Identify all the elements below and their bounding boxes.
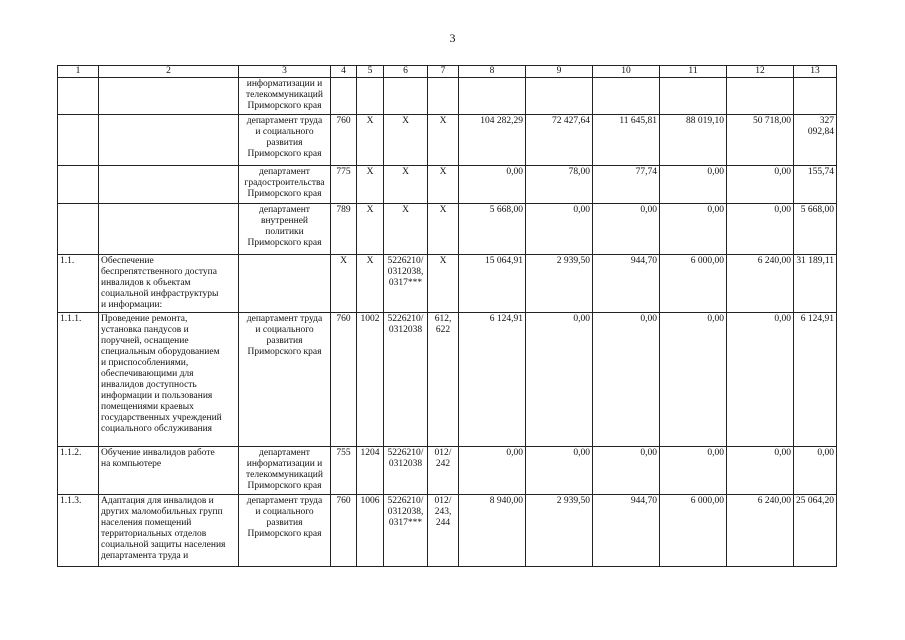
value-col-11 [660,78,727,115]
code-section: X [357,166,384,204]
value-col-10: 0,00 [593,313,660,447]
value-col-10: 0,00 [593,204,660,255]
table-row [58,78,837,115]
value-col-9: 2 939,50 [526,255,593,313]
code-target: 5226210/ 0312038 [384,313,428,447]
code-section: 1006 [357,495,384,567]
column-header-5: 5 [357,66,384,78]
value-col-10: 77,74 [593,166,660,204]
column-header-6: 6 [384,66,428,78]
department: департамент труда и социального развития Приморского края [239,115,331,166]
column-header-2: 2 [99,66,239,78]
department [239,255,331,313]
row-number [58,115,99,166]
table-row [58,115,837,166]
table-row [58,255,837,313]
value-col-9: 0,00 [526,204,593,255]
table-row [58,313,837,447]
code-target: 5226210/ 0312038, 0317*** [384,495,428,567]
code-grbs: 760 [331,313,357,447]
value-col-11: 0,00 [660,447,727,495]
row-number [58,78,99,115]
code-grbs [331,78,357,115]
value-col-8: 104 282,29 [459,115,526,166]
code-grbs: 775 [331,166,357,204]
code-section: X [357,115,384,166]
department: департамент труда и социального развития Приморского края [239,495,331,567]
column-header-1: 1 [58,66,99,78]
value-col-8 [459,78,526,115]
code-grbs: 755 [331,447,357,495]
code-section: X [357,255,384,313]
column-number-row [58,66,837,78]
table-row [58,204,837,255]
item-name: Адаптация для инвалидов и других маломобильных групп населения помещений территориальных отделов социальной защиты населения департамента труда и [99,495,239,567]
value-col-11: 6 000,00 [660,495,727,567]
value-col-9: 0,00 [526,447,593,495]
item-name: Обеспечение беспрепятственного доступа инвалидов к объектам социальной инфраструктуры и информации: [99,255,239,313]
value-col-11: 88 019,10 [660,115,727,166]
department: департамент внутренней политики Приморского края [239,204,331,255]
department: департамент информатизации и телекоммуникаций Приморского края [239,447,331,495]
item-name [99,166,239,204]
code-grbs: 760 [331,115,357,166]
code-grbs: X [331,255,357,313]
table-row [58,166,837,204]
code-section: X [357,204,384,255]
code-target: 5226210/ 0312038, 0317*** [384,255,428,313]
department: информатизации и телекоммуникаций Приморского края [239,78,331,115]
value-col-13: 0,00 [794,447,837,495]
value-col-9: 0,00 [526,313,593,447]
value-col-12: 0,00 [727,313,794,447]
code-expense: 612, 622 [428,313,459,447]
table-row [58,447,837,495]
value-col-10: 944,70 [593,255,660,313]
column-header-8: 8 [459,66,526,78]
value-col-10: 11 645,81 [593,115,660,166]
value-col-9: 72 427,64 [526,115,593,166]
value-col-10: 944,70 [593,495,660,567]
value-col-11: 6 000,00 [660,255,727,313]
code-target: 5226210/ 0312038 [384,447,428,495]
value-col-8: 6 124,91 [459,313,526,447]
value-col-13: 25 064,20 [794,495,837,567]
column-header-12: 12 [727,66,794,78]
value-col-13: 6 124,91 [794,313,837,447]
value-col-10: 0,00 [593,447,660,495]
value-col-12: 0,00 [727,166,794,204]
code-target: X [384,166,428,204]
item-name [99,78,239,115]
value-col-12: 0,00 [727,447,794,495]
value-col-12: 0,00 [727,204,794,255]
code-expense: X [428,255,459,313]
column-header-3: 3 [239,66,331,78]
code-grbs: 789 [331,204,357,255]
row-number: 1.1.1. [58,313,99,447]
row-number [58,166,99,204]
value-col-11: 0,00 [660,166,727,204]
value-col-13 [794,78,837,115]
value-col-12: 6 240,00 [727,495,794,567]
row-number: 1.1. [58,255,99,313]
column-header-4: 4 [331,66,357,78]
value-col-8: 5 668,00 [459,204,526,255]
table-row [58,495,837,567]
column-header-10: 10 [593,66,660,78]
code-grbs: 760 [331,495,357,567]
value-col-11: 0,00 [660,204,727,255]
value-col-8: 0,00 [459,166,526,204]
code-target: X [384,204,428,255]
item-name: Проведение ремонта, установка пандусов и поручней, оснащение специальным оборудованием и приспособлениями, обеспечивающими для инвалидов доступность информации и пользования помещениями краевых государственных учреждений социального обслуживания [99,313,239,447]
value-col-13: 327 092,84 [794,115,837,166]
code-target: X [384,115,428,166]
value-col-9: 2 939,50 [526,495,593,567]
value-col-13: 155,74 [794,166,837,204]
code-expense: X [428,166,459,204]
column-header-7: 7 [428,66,459,78]
value-col-12: 50 718,00 [727,115,794,166]
code-expense: 012/ 242 [428,447,459,495]
page-number: 3 [449,31,456,45]
code-section: 1204 [357,447,384,495]
code-expense: X [428,115,459,166]
row-number [58,204,99,255]
item-name [99,115,239,166]
code-section [357,78,384,115]
code-section: 1002 [357,313,384,447]
table-body [58,66,837,567]
value-col-13: 31 189,11 [794,255,837,313]
value-col-12: 6 240,00 [727,255,794,313]
value-col-8: 0,00 [459,447,526,495]
code-expense: 012/ 243, 244 [428,495,459,567]
row-number: 1.1.3. [58,495,99,567]
value-col-9: 78,00 [526,166,593,204]
code-target [384,78,428,115]
column-header-9: 9 [526,66,593,78]
item-name: Обучение инвалидов работе на компьютере [99,447,239,495]
value-col-11: 0,00 [660,313,727,447]
row-number: 1.1.2. [58,447,99,495]
value-col-8: 15 064,91 [459,255,526,313]
value-col-9 [526,78,593,115]
value-col-13: 5 668,00 [794,204,837,255]
value-col-12 [727,78,794,115]
value-col-10 [593,78,660,115]
code-expense: X [428,204,459,255]
code-expense [428,78,459,115]
department: департамент труда и социального развития Приморского края [239,313,331,447]
item-name [99,204,239,255]
program-table [57,65,837,567]
column-header-13: 13 [794,66,837,78]
value-col-8: 8 940,00 [459,495,526,567]
column-header-11: 11 [660,66,727,78]
department: департамент градостроительства Приморского края [239,166,331,204]
